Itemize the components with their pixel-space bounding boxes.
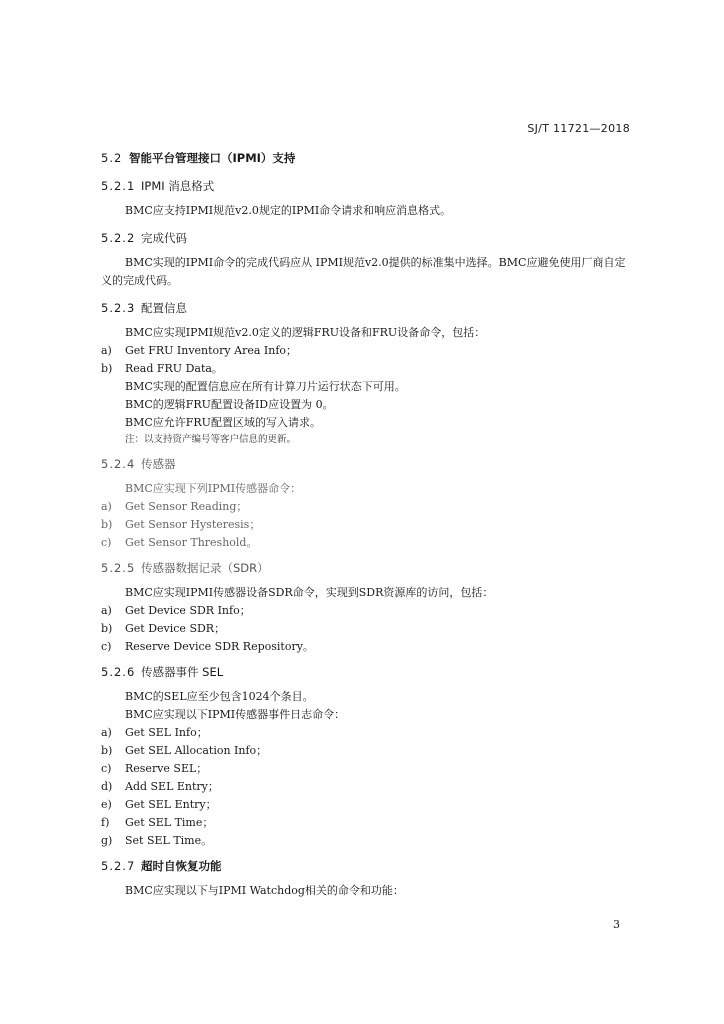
list-marker: c)	[101, 762, 112, 775]
subsection-heading	[101, 662, 631, 682]
list-marker: b)	[101, 622, 113, 635]
command-list	[101, 498, 631, 552]
list-marker: d)	[101, 780, 113, 793]
section-number: 5.2	[101, 151, 123, 165]
paragraph: BMC应实现IPMI规范v2.0定义的逻辑FRU设备和FRU设备命令，包括：	[125, 326, 486, 339]
subsection-heading	[101, 176, 631, 196]
list-item	[101, 778, 631, 796]
subsection-number: 5.2.2	[101, 231, 136, 245]
list-text: Reserve Device SDR Repository。	[125, 640, 314, 653]
subsection-heading	[101, 856, 631, 876]
list-marker: e)	[101, 798, 112, 811]
subsection-title: 传感器事件 SEL	[141, 665, 224, 679]
section-title: 智能平台管理接口（IPMI）支持	[129, 151, 296, 165]
list-text: Get FRU Inventory Area Info；	[125, 344, 298, 357]
list-item	[101, 638, 631, 656]
list-text: Get SEL Time；	[125, 816, 214, 829]
paragraph: BMC的SEL应至少包含1024个条目。	[125, 690, 314, 703]
subsection-title: 超时自恢复功能	[141, 859, 222, 873]
subsection-number: 5.2.7	[101, 859, 136, 873]
list-item	[101, 602, 631, 620]
paragraph: BMC实现的IPMI命令的完成代码应从 IPMI规范v2.0提供的标准集中选择。BMC应避免使用厂商自定义的完成代码。	[101, 256, 626, 287]
page-number: 3	[613, 918, 620, 931]
subsection-5-2-5	[101, 558, 631, 656]
list-item	[101, 516, 631, 534]
list-marker: b)	[101, 362, 113, 375]
subsection-5-2-7	[101, 856, 631, 900]
list-marker: b)	[101, 518, 113, 531]
list-marker: c)	[101, 536, 112, 549]
list-item	[101, 342, 631, 360]
subsection-title: 配置信息	[141, 301, 187, 315]
paragraph: BMC应支持IPMI规范v2.0规定的IPMI命令请求和响应消息格式。	[125, 204, 452, 217]
list-text: Get SEL Allocation Info；	[125, 744, 268, 757]
standard-code: SJ/T 11721—2018	[527, 122, 630, 135]
list-item	[101, 620, 631, 638]
paragraph: BMC应实现IPMI传感器设备SDR命令，实现到SDR资源库的访问，包括：	[125, 586, 494, 599]
list-item	[101, 796, 631, 814]
list-text: Add SEL Entry；	[125, 780, 219, 793]
subsection-number: 5.2.4	[101, 457, 136, 471]
subsection-title: 传感器数据记录（SDR）	[141, 561, 269, 575]
paragraph: BMC的逻辑FRU配置设备ID应设置为 0。	[125, 398, 334, 411]
paragraph: BMC应实现下列IPMI传感器命令：	[125, 482, 302, 495]
subsection-title: 传感器	[141, 457, 176, 471]
subsection-5-2-2	[101, 228, 631, 290]
subsection-heading	[101, 228, 631, 248]
list-marker: c)	[101, 640, 112, 653]
paragraph: BMC应实现以下IPMI传感器事件日志命令：	[125, 708, 346, 721]
subsection-number: 5.2.3	[101, 301, 136, 315]
list-marker: f)	[101, 816, 110, 829]
list-text: Set SEL Time。	[125, 834, 213, 847]
list-item	[101, 724, 631, 742]
subsection-title: IPMI 消息格式	[141, 179, 215, 193]
command-list	[101, 602, 631, 656]
subsection-5-2-3	[101, 298, 631, 448]
note: 注：以支持资产编号等客户信息的更新。	[125, 434, 297, 445]
subsection-number: 5.2.5	[101, 561, 136, 575]
list-text: Get Device SDR；	[125, 622, 226, 635]
list-item	[101, 360, 631, 378]
list-marker: b)	[101, 744, 113, 757]
command-list	[101, 724, 631, 850]
subsection-5-2-4	[101, 454, 631, 552]
list-text: Get Sensor Hysteresis；	[125, 518, 261, 531]
paragraph: BMC应允许FRU配置区域的写入请求。	[125, 416, 321, 429]
subsection-heading	[101, 454, 631, 474]
list-text: Get SEL Entry；	[125, 798, 217, 811]
page-content	[101, 148, 631, 904]
list-item	[101, 814, 631, 832]
list-text: Get Sensor Threshold。	[125, 536, 258, 549]
subsection-heading	[101, 298, 631, 318]
subsection-5-2-1	[101, 176, 631, 220]
subsection-heading	[101, 558, 631, 578]
paragraph: BMC实现的配置信息应在所有计算刀片运行状态下可用。	[125, 380, 406, 393]
section-heading-5-2	[101, 148, 631, 168]
list-text: Read FRU Data。	[125, 362, 223, 375]
list-item	[101, 760, 631, 778]
subsection-title: 完成代码	[141, 231, 187, 245]
list-text: Reserve SEL；	[125, 762, 208, 775]
list-marker: a)	[101, 500, 112, 513]
paragraph: BMC应实现以下与IPMI Watchdog相关的命令和功能：	[125, 884, 404, 897]
command-list	[101, 342, 631, 378]
list-text: Get Sensor Reading；	[125, 500, 248, 513]
list-item	[101, 742, 631, 760]
subsection-number: 5.2.1	[101, 179, 136, 193]
list-text: Get Device SDR Info；	[125, 604, 251, 617]
list-marker: g)	[101, 834, 113, 847]
list-marker: a)	[101, 604, 112, 617]
subsection-5-2-6	[101, 662, 631, 850]
list-item	[101, 534, 631, 552]
list-item	[101, 832, 631, 850]
list-marker: a)	[101, 726, 112, 739]
list-text: Get SEL Info；	[125, 726, 208, 739]
list-item	[101, 498, 631, 516]
subsection-number: 5.2.6	[101, 665, 136, 679]
list-marker: a)	[101, 344, 112, 357]
